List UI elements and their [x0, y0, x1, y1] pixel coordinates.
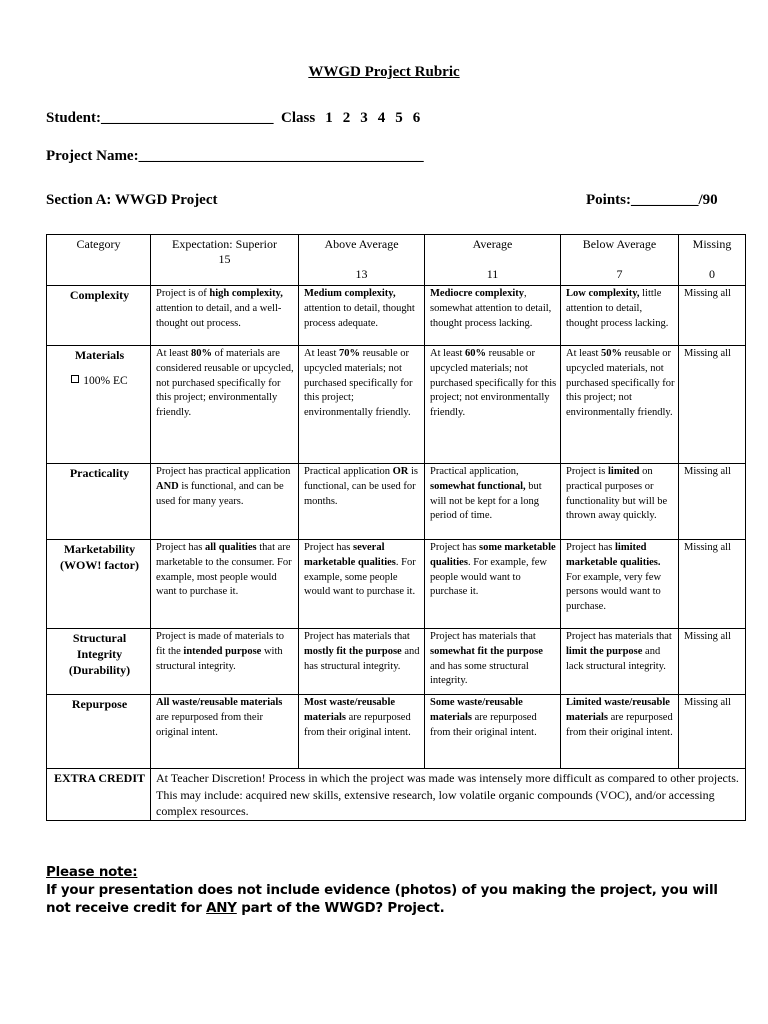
category-complexity: Complexity: [47, 286, 151, 346]
header-below-average: Below Average 7: [561, 235, 679, 286]
cell-below-average: Project has materials that limit the purpose and lack structural integrity.: [561, 629, 679, 695]
document-title: WWGD Project Rubric: [308, 64, 460, 80]
project-name-label: Project Name:: [46, 148, 139, 164]
points-blank[interactable]: _________: [631, 192, 699, 208]
row-complexity: [47, 286, 746, 346]
note-block: [46, 864, 746, 918]
class-number[interactable]: 2: [342, 110, 351, 126]
student-label: Student:: [46, 110, 102, 126]
note-text: If your presentation does not include evidence (photos) of you making the project, you will not receive credit for: [46, 883, 718, 916]
class-number[interactable]: 6: [412, 110, 421, 126]
student-line: [46, 110, 420, 127]
cell-superior: Project is made of materials to fit the intended purpose with structural integrity.: [151, 629, 299, 695]
note-heading: Please note:: [46, 865, 138, 880]
cell-average: Project has materials that somewhat fit the purpose and has some structural integrity.: [425, 629, 561, 695]
class-label: Class: [281, 110, 316, 126]
row-structural-integrity: [47, 629, 746, 695]
cell-superior: Project has all qualities that are marketable to the consumer. For example, most people would want to purchase it.: [151, 540, 299, 629]
category-materials: Materials 100% EC: [47, 346, 151, 464]
header-missing: Missing 0: [679, 235, 746, 286]
cell-missing: Missing all: [679, 286, 746, 346]
cell-below-average: Project is limited on practical purposes or functionality but will be thrown away quickly.: [561, 464, 679, 540]
cell-average: Some waste/reusable materials are repurposed from their original intent.: [425, 695, 561, 769]
points-line: [586, 192, 718, 209]
cell-above-average: Most waste/reusable materials are repurposed from their original intent.: [299, 695, 425, 769]
cell-missing: Missing all: [679, 695, 746, 769]
cell-below-average: Project has limited marketable qualities. For example, very few persons would want to purchase.: [561, 540, 679, 629]
points-total: /90: [698, 192, 718, 208]
cell-superior: Project has practical application AND is functional, and can be used for many years.: [151, 464, 299, 540]
row-marketability: [47, 540, 746, 629]
rubric-table: [46, 234, 746, 821]
row-repurpose: [47, 695, 746, 769]
materials-ec-option[interactable]: 100% EC: [52, 373, 147, 389]
category-structural-integrity: Structural Integrity (Durability): [47, 629, 151, 695]
project-name-line: [46, 148, 424, 165]
header-row: [47, 235, 746, 286]
points-label: Points:: [586, 192, 631, 208]
cell-average: Project has some marketable qualities. For example, few people would want to purchase it.: [425, 540, 561, 629]
cell-average: Practical application, somewhat functional, but will not be kept for a long period of time.: [425, 464, 561, 540]
cell-average: Mediocre complexity, somewhat attention to detail, thought process lacking.: [425, 286, 561, 346]
category-marketability: Marketability (WOW! factor): [47, 540, 151, 629]
cell-superior: All waste/reusable materials are repurposed from their original intent.: [151, 695, 299, 769]
extra-credit-description: At Teacher Discretion! Process in which the project was made was intensely more difficult as compared to other projects. This may include: acquired new skills, extensive research, low volatile organic compounds (VOC), and/or accessing complex resources.: [151, 769, 746, 821]
header-superior: Expectation: Superior 15: [151, 235, 299, 286]
header-category: Category: [47, 235, 151, 286]
class-number[interactable]: 1: [325, 110, 333, 126]
class-number[interactable]: 4: [377, 110, 386, 126]
cell-below-average: Low complexity, little attention to detail, thought process lacking.: [561, 286, 679, 346]
header-average: Average 11: [425, 235, 561, 286]
category-practicality: Practicality: [47, 464, 151, 540]
cell-above-average: Medium complexity, attention to detail, thought process adequate.: [299, 286, 425, 346]
category-repurpose: Repurpose: [47, 695, 151, 769]
student-blank[interactable]: _______________________: [101, 110, 274, 126]
cell-above-average: Project has several marketable qualities. For example, some people would want to purchase it.: [299, 540, 425, 629]
cell-missing: Missing all: [679, 629, 746, 695]
project-name-blank[interactable]: ______________________________________: [138, 148, 424, 164]
cell-above-average: Project has materials that mostly fit the purpose and has structural integrity.: [299, 629, 425, 695]
category-extra-credit: EXTRA CREDIT: [47, 769, 151, 821]
cell-above-average: Practical application OR is functional, can be used for months.: [299, 464, 425, 540]
cell-below-average: Limited waste/reusable materials are repurposed from their original intent.: [561, 695, 679, 769]
cell-above-average: At least 70% reusable or upcycled materials; not purchased specifically for this project; environmentally friendly.: [299, 346, 425, 464]
class-number[interactable]: 5: [395, 110, 403, 126]
row-practicality: [47, 464, 746, 540]
checkbox-icon[interactable]: [71, 375, 79, 383]
header-above-average: Above Average 13: [299, 235, 425, 286]
note-text-end: part of the WWGD? Project.: [236, 901, 445, 916]
cell-missing: Missing all: [679, 346, 746, 464]
note-emphasis: ANY: [206, 901, 237, 916]
class-number[interactable]: 3: [360, 110, 368, 126]
cell-below-average: At least 50% reusable or upcycled materials, not purchased specifically for this project; not environmentally friendly.: [561, 346, 679, 464]
row-extra-credit: [47, 769, 746, 821]
cell-missing: Missing all: [679, 464, 746, 540]
section-heading: Section A: WWGD Project: [46, 192, 218, 208]
cell-average: At least 60% reusable or upcycled materials; not purchased specifically for this project; not environmentally friendly.: [425, 346, 561, 464]
cell-superior: Project is of high complexity, attention to detail, and a well-thought out process.: [151, 286, 299, 346]
cell-superior: At least 80% of materials are considered reusable or upcycled, not purchased specifically for this project; environmentally friendly.: [151, 346, 299, 464]
class-numbers: [315, 110, 420, 126]
row-materials: [47, 346, 746, 464]
cell-missing: Missing all: [679, 540, 746, 629]
